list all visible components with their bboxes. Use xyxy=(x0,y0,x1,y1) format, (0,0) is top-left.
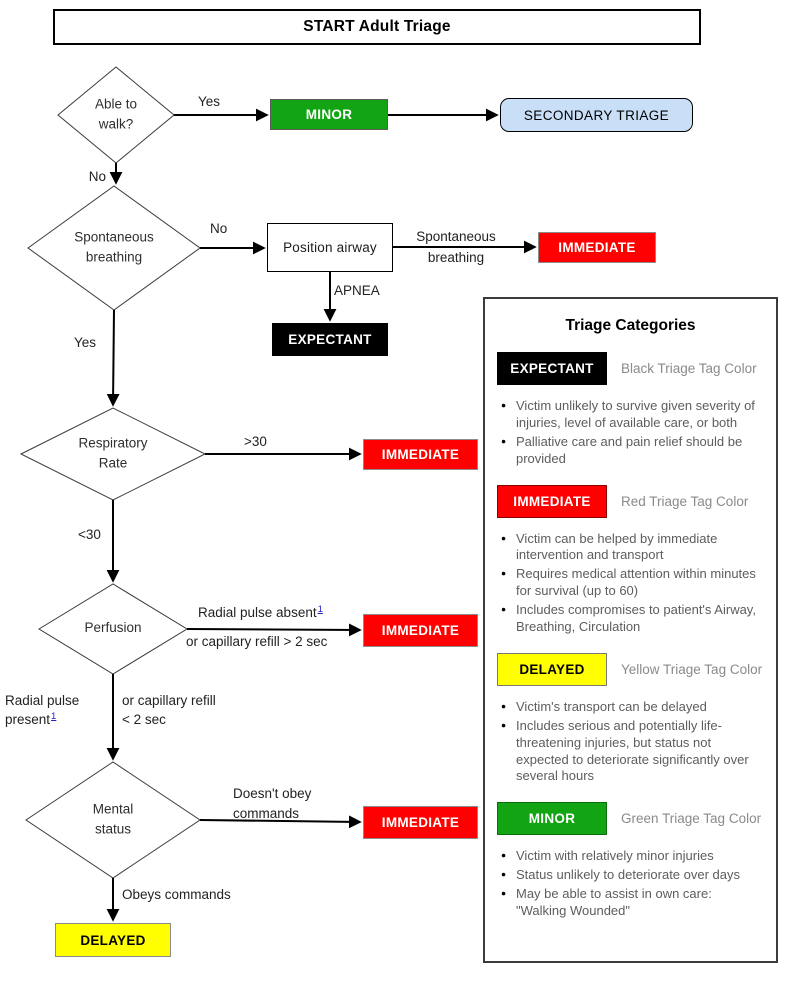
immediate-box-2: IMMEDIATE xyxy=(363,439,478,470)
legend-bullet: ● Status unlikely to deteriorate over days xyxy=(500,867,764,884)
immediate-badge: IMMEDIATE xyxy=(497,485,607,518)
delayed-box: DELAYED xyxy=(55,923,171,957)
immediate-box-4: IMMEDIATE xyxy=(363,806,478,839)
delayed-badge: DELAYED xyxy=(497,653,607,686)
arrow-perfusion-to-immediate xyxy=(187,629,360,630)
legend-bullet: ● Victim unlikely to survive given severity of injuries, level of available care, or both xyxy=(500,398,764,432)
legend-bullet: ● Palliative care and pain relief should be provided xyxy=(500,434,764,468)
edge-label-breathing-no: No xyxy=(210,221,228,236)
delayed-bullet-list xyxy=(497,699,764,785)
decision-label-able-to-walk: Able to walk? xyxy=(94,96,138,131)
legend-row-minor xyxy=(497,802,764,835)
edge-label-radial-pulse-present xyxy=(5,691,93,729)
position-airway-box: Position airway xyxy=(267,223,393,272)
edge-label-breathing-yes: Yes xyxy=(74,335,97,350)
minor-bullet-list xyxy=(497,848,764,920)
decision-label-spontaneous-breathing: Spontaneous breathing xyxy=(74,229,154,264)
legend-bullet: ● Victim with relatively minor injuries xyxy=(500,848,764,865)
delayed-tagline: Yellow Triage Tag Color xyxy=(621,661,763,677)
minor-box: MINOR xyxy=(270,99,388,130)
secondary-triage-box: SECONDARY TRIAGE xyxy=(500,98,693,132)
radial-pulse-absent-text: Radial pulse absent xyxy=(198,605,317,620)
immediate-box-1: IMMEDIATE xyxy=(538,232,656,263)
edge-label-doesnt-obey-commands: Doesn't obey commands xyxy=(233,786,312,821)
legend-bullet: ● Includes serious and potentially life-threatening injuries, but status not expected to deteriorate significantly over several hours xyxy=(500,718,764,786)
edge-label-apnea: APNEA xyxy=(334,283,380,298)
decision-label-respiratory-rate: Respiratory Rate xyxy=(78,435,148,470)
edge-label-walk-no: No xyxy=(88,169,106,184)
expectant-bullet-list xyxy=(497,398,764,468)
triage-categories-panel xyxy=(483,297,778,963)
footnote-1-link[interactable]: 1 xyxy=(51,710,57,722)
edge-label-rr-over-30: >30 xyxy=(244,434,267,449)
legend-bullet: ● Requires medical attention within minutes for survival (up to 60) xyxy=(500,566,764,600)
edge-label-capillary-refill-over-2: or capillary refill > 2 sec xyxy=(186,634,328,649)
expectant-tagline: Black Triage Tag Color xyxy=(621,361,757,376)
edge-label-capillary-refill-under-2: or capillary refill < 2 sec xyxy=(122,693,216,727)
arrow-breathing-to-respiratory xyxy=(113,310,114,405)
edge-label-spontaneous-breathing: Spontaneous breathing xyxy=(416,229,496,265)
immediate-box-3: IMMEDIATE xyxy=(363,614,478,647)
edge-label-radial-pulse-absent xyxy=(198,603,323,624)
minor-tagline: Green Triage Tag Color xyxy=(621,811,762,827)
legend-row-immediate xyxy=(497,485,764,518)
immediate-tagline: Red Triage Tag Color xyxy=(621,493,749,509)
immediate-bullet-list xyxy=(497,531,764,636)
minor-badge: MINOR xyxy=(497,802,607,835)
legend-bullet: ● Includes compromises to patient's Airway, Breathing, Circulation xyxy=(500,602,764,636)
edge-label-rr-under-30: <30 xyxy=(78,527,101,542)
legend-title: Triage Categories xyxy=(565,317,696,334)
legend-bullet: ● May be able to assist in own care: "Walking Wounded" xyxy=(500,886,764,920)
edge-label-walk-yes: Yes xyxy=(198,94,221,109)
legend-row-expectant xyxy=(497,352,764,385)
expectant-badge: EXPECTANT xyxy=(497,352,607,385)
footnote-1-link[interactable]: 1 xyxy=(317,603,323,615)
legend-bullet: ● Victim's transport can be delayed xyxy=(500,699,764,716)
edge-label-obeys-commands: Obeys commands xyxy=(122,887,231,902)
decision-label-perfusion: Perfusion xyxy=(84,620,142,636)
flowchart-title: START Adult Triage xyxy=(53,9,701,45)
decision-label-mental-status: Mental status xyxy=(92,801,134,836)
legend-bullet: ● Victim can be helped by immediate intervention and transport xyxy=(500,531,764,565)
legend-row-delayed xyxy=(497,653,764,686)
expectant-box: EXPECTANT xyxy=(272,323,388,356)
radial-pulse-present-text: Radial pulse present xyxy=(5,693,80,727)
